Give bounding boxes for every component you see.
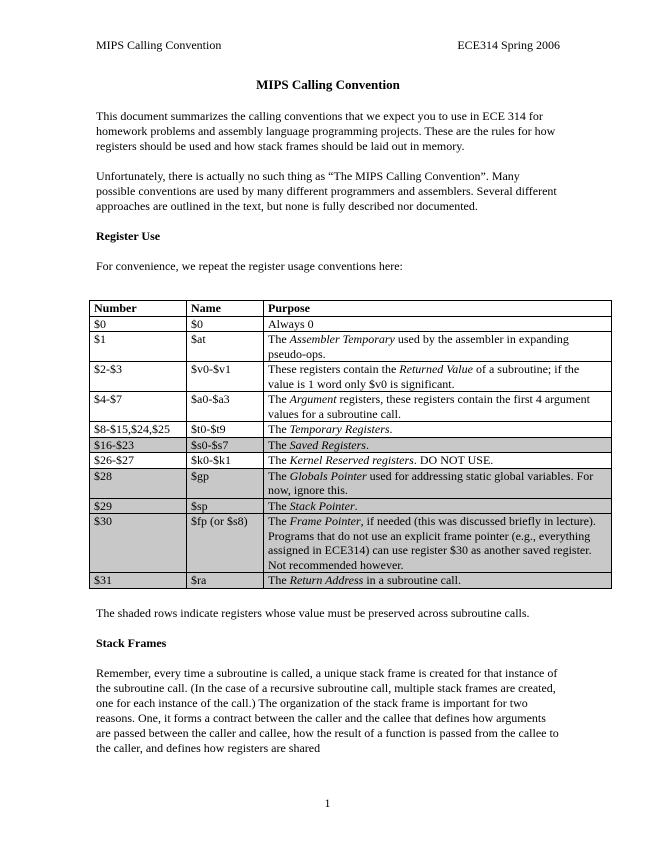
table-row-preserved [90, 514, 612, 573]
table-row [90, 332, 612, 362]
register-name: $t0-$t9 [187, 422, 264, 438]
table-header-row [90, 301, 612, 317]
register-use-intro: For convenience, we repeat the register usage conventions here: [96, 259, 403, 273]
register-name: $v0-$v1 [187, 362, 264, 392]
table-row [90, 316, 612, 332]
register-name: $at [187, 332, 264, 362]
table-row-preserved [90, 573, 612, 589]
page-header [96, 37, 560, 53]
register-name: $sp [187, 498, 264, 514]
register-name: $a0-$a3 [187, 392, 264, 422]
shaded-rows-note: The shaded rows indicate registers whose value must be preserved across subroutine calls. [96, 606, 530, 620]
register-number: $26-$27 [90, 453, 187, 469]
register-number: $4-$7 [90, 392, 187, 422]
register-name: $k0-$k1 [187, 453, 264, 469]
document-title: MIPS Calling Convention [256, 77, 400, 92]
table-row [90, 453, 612, 469]
register-name: $fp (or $s8) [187, 514, 264, 573]
register-purpose: The Assembler Temporary used by the assembler in expanding pseudo-ops. [264, 332, 612, 362]
register-name: $s0-$s7 [187, 437, 264, 453]
page-number: 1 [324, 796, 331, 810]
after-table-body [96, 606, 560, 756]
table-row [90, 392, 612, 422]
register-purpose: The Return Address in a subroutine call. [264, 573, 612, 589]
register-purpose: The Saved Registers. [264, 437, 612, 453]
table-row [90, 422, 612, 438]
stack-frames-heading: Stack Frames [96, 636, 167, 650]
header-right: ECE314 Spring 2006 [457, 38, 560, 52]
register-purpose: The Frame Pointer, if needed (this was discussed briefly in lecture). Programs that do not use an explicit frame pointer (e.g., everything assigned in ECE314) can use register $30 as another saved register. Not recommended however. [264, 514, 612, 573]
table-row-preserved [90, 498, 612, 514]
intro-paragraph: This document summarizes the calling conventions that we expect you to use in ECE 314 for homework problems and assembly language programming projects. These are the rules for how registers should be used and how stack frames should be laid out in memory. [96, 109, 556, 153]
register-number: $29 [90, 498, 187, 514]
column-header-name: Name [187, 301, 264, 317]
register-purpose: The Temporary Registers. [264, 422, 612, 438]
register-name: $gp [187, 468, 264, 498]
register-number: $8-$15,$24,$25 [90, 422, 187, 438]
register-number: $16-$23 [90, 437, 187, 453]
register-number: $0 [90, 316, 187, 332]
register-number: $31 [90, 573, 187, 589]
register-purpose: Always 0 [264, 316, 612, 332]
register-number: $30 [90, 514, 187, 573]
register-purpose: The Globals Pointer used for addressing static global variables. For now, ignore this. [264, 468, 612, 498]
header-left: MIPS Calling Convention [96, 38, 222, 52]
table-row-preserved [90, 437, 612, 453]
register-table [89, 300, 612, 589]
register-name: $ra [187, 573, 264, 589]
register-purpose: The Kernel Reserved registers. DO NOT USE. [264, 453, 612, 469]
register-number: $1 [90, 332, 187, 362]
table-row [90, 362, 612, 392]
column-header-number: Number [90, 301, 187, 317]
register-purpose: The Argument registers, these registers contain the first 4 argument values for a subroutine call. [264, 392, 612, 422]
register-purpose: The Stack Pointer. [264, 498, 612, 514]
column-header-purpose: Purpose [264, 301, 612, 317]
stack-frames-paragraph: Remember, every time a subroutine is called, a unique stack frame is created for that instance of the subroutine call. (In the case of a recursive subroutine call, multiple stack frames are created, one for each instance of the call.) The organization of the stack frame is important for two reasons. One, it forms a contract between the caller and the callee that defines how arguments are passed between the caller and callee, how the result of a function is passed from the callee to the caller, and defines how registers are shared [96, 666, 559, 755]
register-use-heading: Register Use [96, 229, 161, 243]
register-number: $28 [90, 468, 187, 498]
register-name: $0 [187, 316, 264, 332]
page-body [96, 37, 560, 274]
register-number: $2-$3 [90, 362, 187, 392]
table-row-preserved [90, 468, 612, 498]
unfortunately-paragraph: Unfortunately, there is actually no such thing as “The MIPS Calling Convention”. Many possible conventions are used by many different programmers and assemblers. Several different approaches are outlined in the text, but none is fully described nor documented. [96, 169, 557, 213]
register-purpose: These registers contain the Returned Value of a subroutine; if the value is 1 word only $v0 is significant. [264, 362, 612, 392]
